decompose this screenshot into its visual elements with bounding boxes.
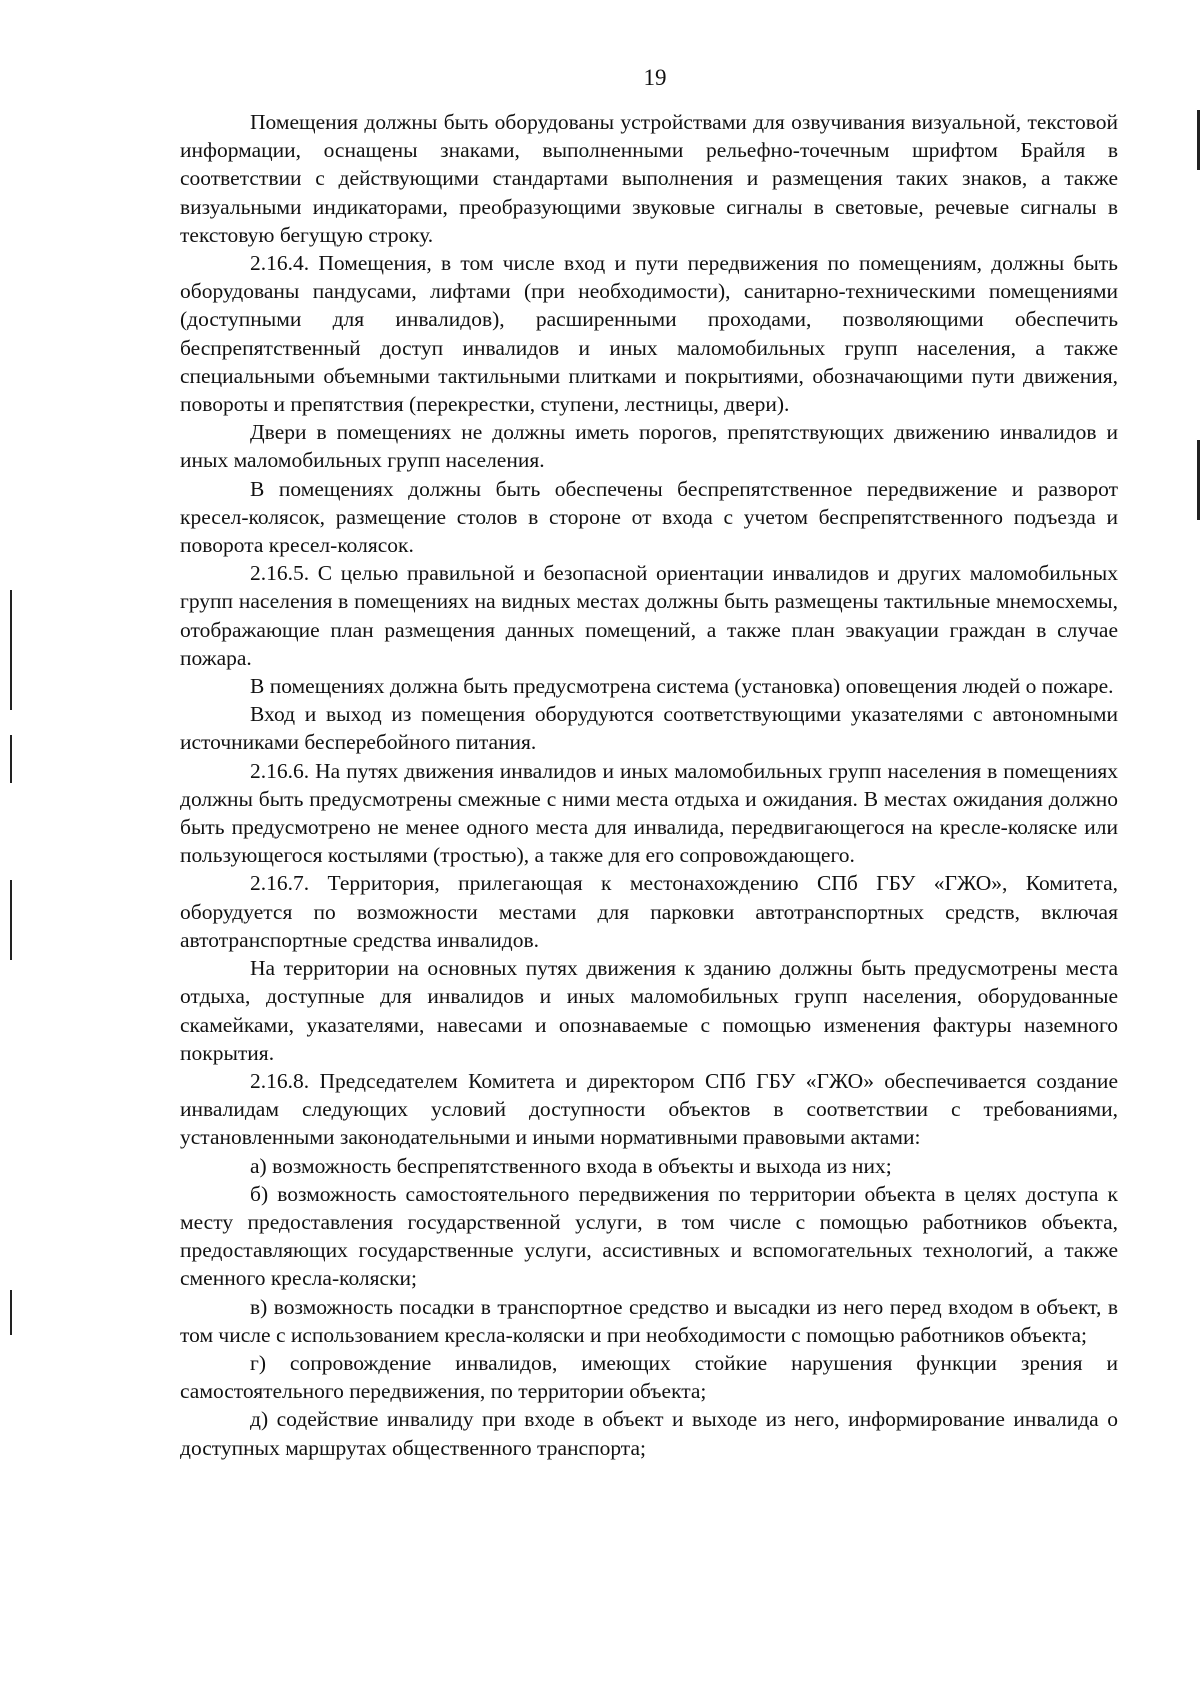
paragraph: 2.16.8. Председателем Комитета и директором СПб ГБУ «ГЖО» обеспечивается создание инвалидам следующих условий доступности объектов в соответствии с требованиями, установленными законодательными и иными нормативными правовыми актами: — [180, 1068, 1118, 1150]
paragraph: В помещениях должна быть предусмотрена система (установка) оповещения людей о пожаре. — [250, 674, 1114, 699]
paragraph: На территории на основных путях движения к зданию должны быть предусмотрены места отдыха, доступные для инвалидов и иных маломобильных групп населения, оборудованные скамейками, указателями, навесами и опознаваемые с помощью изменения фактуры наземного покрытия. — [180, 956, 1118, 1065]
paragraph: 2.16.7. Территория, прилегающая к местонахождению СПб ГБУ «ГЖО», Комитета, оборудуется по возможности местами для парковки автотранспортных средств, включая автотранспортные средства инвалидов. — [180, 871, 1118, 952]
scan-margin-mark — [10, 1290, 12, 1335]
scan-margin-mark — [10, 880, 12, 960]
paragraph: Помещения должны быть оборудованы устройствами для озвучивания визуальной, текстовой информации, оснащены знаками, выполненными рельефно-точечным шрифтом Брайля в соответствии с действующими стандартами выполнения и размещения таких знаков, а также визуальными индикаторами, преобразующими звуковые сигналы в световые, речевые сигналы в текстовую бегущую строку. — [180, 110, 1118, 247]
list-item: б) возможность самостоятельного передвижения по территории объекта в целях доступа к месту предоставления государственной услуги, в том числе с помощью работников объекта, предоставляющих государственные услуги, ассистивных и вспомогательных технологий, а также сменного кресла-коляски; — [180, 1181, 1118, 1291]
scan-margin-mark — [10, 735, 12, 783]
paragraph: 2.16.5. С целью правильной и безопасной ориентации инвалидов и других маломобильных групп населения в помещениях на видных местах должны быть размещены тактильные мнемосхемы, отображающие план размещения данных помещений, а также план эвакуации граждан в случае пожара. — [180, 561, 1118, 670]
list-item: в) возможность посадки в транспортное средство и высадки из него перед входом в объект, в том числе с использованием кресла-коляски и при необходимости с помощью работников объекта; — [180, 1294, 1118, 1347]
paragraph: Двери в помещениях не должны иметь порогов, препятствующих движению инвалидов и иных маломобильных групп населения. — [180, 420, 1118, 473]
paragraph: 2.16.4. Помещения, в том числе вход и пути передвижения по помещениям, должны быть оборудованы пандусами, лифтами (при необходимости), санитарно-техническими помещениями (доступными для инвалидов), расширенными проходами, позволяющими обеспечить беспрепятственный доступ инвалидов и иных маломобильных групп населения, а также специальными объемными тактильными плитками и покрытиями, обозначающими пути движения, повороты и препятствия (перекрестки, ступени, лестницы, двери). — [180, 251, 1118, 417]
list-item: г) сопровождение инвалидов, имеющих стойкие нарушения функции зрения и самостоятельного передвижения, по территории объекта; — [180, 1350, 1118, 1404]
scan-margin-mark — [10, 590, 12, 710]
paragraph: В помещениях должны быть обеспечены беспрепятственное передвижение и разворот кресел-колясок, размещение столов в стороне от входа с учетом беспрепятственного подъезда и поворота кресел-колясок. — [180, 476, 1118, 558]
page-number: 19 — [643, 65, 667, 90]
list-item: д) содействие инвалиду при входе в объект и выходе из него, информирование инвалида о доступных маршрутах общественного транспорта; — [180, 1407, 1118, 1460]
list-item: а) возможность беспрепятственного входа в объекты и выхода из них; — [250, 1153, 892, 1178]
paragraph: 2.16.6. На путях движения инвалидов и иных маломобильных групп населения в помещениях должны быть предусмотрены смежные с ними места отдыха и ожидания. В местах ожидания должно быть предусмотрено не менее одного места для инвалида, передвигающегося на кресле-коляске или пользующегося костылями (тростью), а также для его сопровождающего. — [180, 758, 1118, 868]
paragraph: Вход и выход из помещения оборудуются соответствующими указателями с автономными источниками бесперебойного питания. — [180, 702, 1118, 755]
document-body — [180, 108, 1118, 1462]
